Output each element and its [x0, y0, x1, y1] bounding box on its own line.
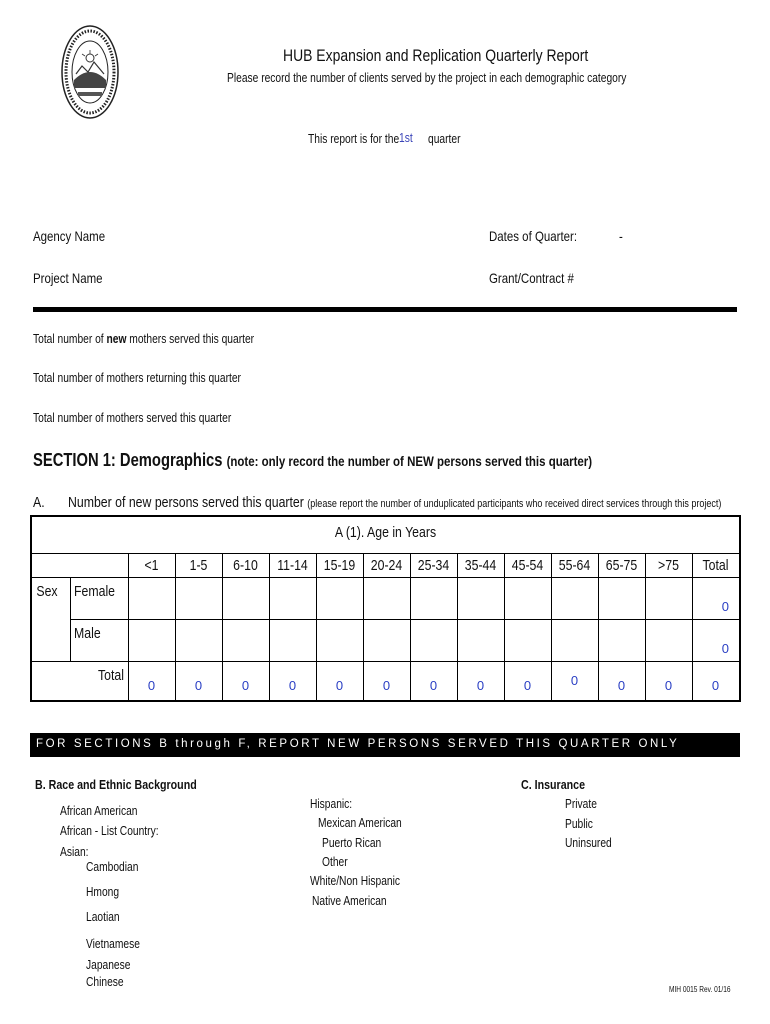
age-table-title: A (1). Age in Years [334, 524, 437, 541]
age-column-header: <1 [144, 557, 159, 574]
age-count-cell[interactable] [599, 578, 644, 618]
total-row-value[interactable]: 0 [147, 678, 156, 693]
sections-b-f-banner-text: FOR SECTIONS B through F, REPORT NEW PERSONS SERVED THIS QUARTER ONLY [36, 738, 680, 750]
asian-item: Hmong [86, 885, 120, 899]
age-count-cell[interactable] [270, 578, 315, 618]
insurance-item: Uninsured [565, 836, 612, 850]
table-rule [70, 577, 71, 661]
hispanic-item: Other [322, 855, 348, 869]
hispanic-item: Puerto Rican [322, 836, 382, 850]
asian-item: Japanese [86, 958, 131, 972]
total-row-value[interactable]: 0 [476, 678, 485, 693]
header-divider [33, 307, 737, 312]
hispanic-label: Hispanic: [310, 797, 353, 811]
age-column-header: 1-5 [189, 557, 208, 574]
age-column-header: 6-10 [233, 557, 258, 574]
race-item: African American [60, 804, 138, 818]
age-column-header: 35-44 [464, 557, 497, 574]
age-count-cell[interactable] [317, 578, 362, 618]
race-item: Asian: [60, 845, 89, 859]
total-row-value[interactable]: 0 [570, 673, 579, 688]
total-returning-mothers-label: Total number of mothers returning this quarter [33, 371, 241, 385]
section-a-letter: A. [33, 494, 45, 511]
project-name-label: Project Name [33, 270, 103, 286]
total-row-value[interactable]: 0 [429, 678, 438, 693]
race-item: African - List Country: [60, 824, 159, 838]
table-rule [32, 661, 739, 662]
dates-separator: - [619, 228, 623, 244]
race-item: White/Non Hispanic [310, 874, 401, 888]
age-count-cell[interactable] [552, 578, 597, 618]
asian-item: Chinese [86, 975, 124, 989]
age-count-cell[interactable] [176, 620, 221, 660]
age-column-header: 11-14 [277, 557, 308, 574]
total-row-value[interactable]: 0 [382, 678, 391, 693]
hispanic-item: Mexican American [318, 816, 402, 830]
row-total-value[interactable]: 0 [721, 599, 729, 614]
insurance-heading: C. Insurance [521, 777, 585, 792]
total-served-mothers-label: Total number of mothers served this quarter [33, 411, 232, 425]
age-count-cell[interactable] [364, 620, 409, 660]
age-count-cell[interactable] [505, 578, 550, 618]
sex-label: Sex [36, 583, 58, 600]
insurance-item: Public [565, 817, 593, 831]
age-count-cell[interactable] [223, 620, 268, 660]
age-count-cell[interactable] [599, 620, 644, 660]
race-heading: B. Race and Ethnic Background [35, 777, 197, 792]
asian-item: Cambodian [86, 860, 139, 874]
total-row-value[interactable]: 0 [711, 678, 720, 693]
report-subtitle: Please record the number of clients served by the project in each demographic category [227, 71, 627, 85]
age-column-header: Total [702, 557, 729, 574]
age-count-cell[interactable] [223, 578, 268, 618]
age-count-cell[interactable] [646, 620, 691, 660]
age-count-cell[interactable] [552, 620, 597, 660]
dates-of-quarter-label: Dates of Quarter: [489, 228, 578, 244]
section-1-heading: SECTION 1: Demographics (note: only record the number of NEW persons served this quarter) [33, 450, 593, 470]
age-column-header: >75 [658, 557, 679, 574]
age-column-header: 25-34 [417, 557, 450, 574]
age-count-cell[interactable] [505, 620, 550, 660]
age-count-cell[interactable] [458, 578, 503, 618]
age-column-header: 20-24 [370, 557, 403, 574]
age-count-cell[interactable] [364, 578, 409, 618]
age-count-cell[interactable] [176, 578, 221, 618]
grant-contract-label: Grant/Contract # [489, 270, 574, 286]
age-count-cell[interactable] [129, 578, 174, 618]
table-rule [32, 553, 739, 554]
total-row-value[interactable]: 0 [617, 678, 626, 693]
sections-b-f-banner [30, 733, 740, 757]
report-title: HUB Expansion and Replication Quarterly Report [283, 46, 589, 65]
age-count-cell[interactable] [129, 620, 174, 660]
row-label-male: Male [74, 625, 101, 642]
asian-item: Laotian [86, 910, 120, 924]
age-demographics-table [30, 515, 741, 702]
agency-name-label: Agency Name [33, 228, 106, 244]
row-total-value[interactable]: 0 [721, 641, 729, 656]
age-count-cell[interactable] [458, 620, 503, 660]
quarter-word: quarter [428, 132, 461, 146]
asian-item: Vietnamese [86, 937, 140, 951]
age-count-cell[interactable] [646, 578, 691, 618]
total-new-mothers-label: Total number of new mothers served this quarter [33, 332, 255, 346]
age-column-header: 45-54 [511, 557, 544, 574]
age-count-cell[interactable] [411, 578, 456, 618]
insurance-item: Private [565, 797, 597, 811]
form-number: MIH 0015 Rev. 01/16 [669, 985, 731, 994]
report-for-label: This report is for the [308, 132, 400, 146]
total-row-value[interactable]: 0 [335, 678, 344, 693]
section-a-title: Number of new persons served this quarter (please report the number of unduplicated participants who received direct services through this project) [68, 494, 722, 511]
total-row-value[interactable]: 0 [523, 678, 532, 693]
total-row-label: Total [98, 667, 124, 684]
total-row-value[interactable]: 0 [288, 678, 297, 693]
age-column-header: 15-19 [323, 557, 356, 574]
race-item: Native American [312, 894, 387, 908]
age-column-header: 65-75 [605, 557, 638, 574]
row-label-female: Female [74, 583, 116, 600]
state-seal-icon [60, 24, 120, 120]
total-row-value[interactable]: 0 [241, 678, 250, 693]
age-count-cell[interactable] [317, 620, 362, 660]
age-count-cell[interactable] [411, 620, 456, 660]
quarter-value-field[interactable]: 1st [399, 131, 413, 145]
age-count-cell[interactable] [270, 620, 315, 660]
total-row-value[interactable]: 0 [664, 678, 673, 693]
age-column-header: 55-64 [558, 557, 591, 574]
total-row-value[interactable]: 0 [194, 678, 203, 693]
